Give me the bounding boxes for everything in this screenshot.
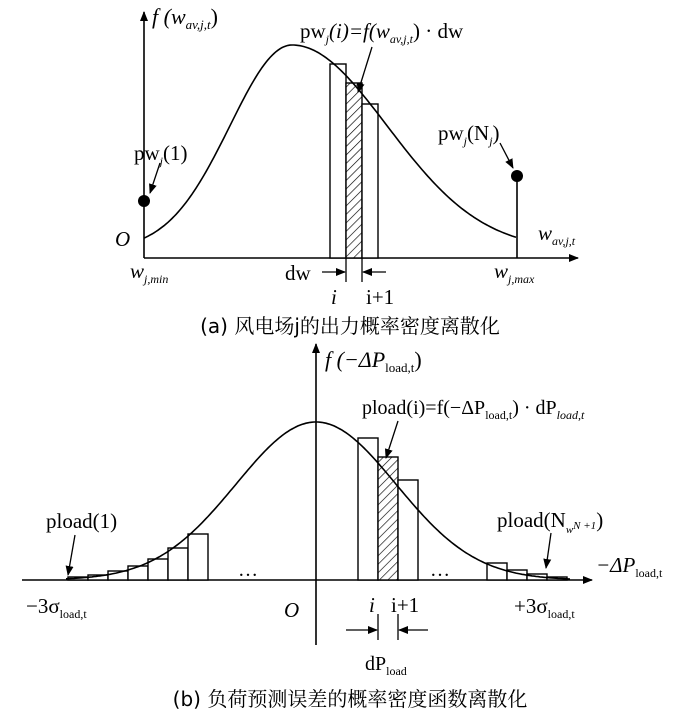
panel-b-arrow-ploadN	[546, 533, 551, 568]
panel-b-x-axis-label: $-\Delta P_{load,t}$	[596, 553, 663, 580]
panel-a-origin: O	[115, 227, 131, 251]
panel-a-arrow-formula	[358, 47, 372, 92]
panel-b-ploadN-label: $pload(N_wN +1)$	[497, 508, 604, 536]
panel-a-i-label: i	[331, 285, 337, 309]
panel-b-neg-sigma: $-3\sigma_{load,t}$	[26, 594, 87, 621]
panel-b-arrow-formula	[386, 421, 398, 458]
panel-a	[115, 4, 578, 338]
panel-a-pwN-label: $pw_j(N_j)$	[438, 121, 500, 148]
panel-b-arrow-pload1	[68, 535, 75, 575]
panel-a-bar-right	[362, 104, 378, 258]
panel-a-bar-hatched	[346, 83, 362, 258]
panel-b	[22, 344, 663, 711]
panel-b-y-axis-label: f $(-\Delta P_{load,t})$	[325, 347, 422, 375]
panel-a-x-axis-label: $w_{av,j,t}$	[538, 221, 576, 248]
panel-b-ellipsis-left: …	[238, 559, 258, 581]
panel-a-bar-left	[330, 64, 346, 258]
panel-a-pw1-label: $pw_j(1)$	[134, 141, 188, 168]
panel-b-pos-sigma: $+3\sigma_{load,t}$	[514, 594, 575, 621]
panel-a-wmin-label: $w_{j,min}$	[130, 259, 169, 286]
panel-b-origin: O	[284, 598, 300, 622]
panel-a-arrow-pwN	[500, 143, 513, 168]
panel-a-i1-label: i+1	[366, 285, 395, 309]
panel-a-point-pwN	[511, 170, 523, 182]
panel-a-caption: (a) 风电场j的出力概率密度离散化	[200, 314, 500, 338]
panel-b-bar	[168, 548, 188, 580]
panel-b-ellipsis-right: …	[430, 559, 450, 581]
panel-b-bar-right	[398, 480, 418, 580]
panel-a-arrow-pw1	[150, 163, 160, 193]
panel-a-dw-label: dw	[285, 261, 311, 285]
panel-a-wmax-label: $w_{j,max}$	[494, 259, 535, 286]
panel-a-y-axis-label: f $(w_{av,j,t})$	[152, 4, 218, 32]
panel-b-bar	[148, 559, 168, 580]
panel-b-bar	[128, 566, 148, 580]
panel-a-formula: $pw_j(i)=f(w_{av,j,t})$ · dw	[300, 19, 464, 46]
panel-b-caption: (b) 负荷预测误差的概率密度函数离散化	[172, 687, 528, 711]
panel-b-pdf-curve	[66, 422, 570, 579]
panel-b-i-label: i	[369, 593, 375, 617]
panel-b-left-bars	[68, 534, 208, 580]
panel-a-point-pw1	[138, 195, 150, 207]
panel-b-pload1-label: pload(1)	[46, 509, 118, 533]
panel-b-i1-label: i+1	[391, 593, 420, 617]
panel-b-bar	[188, 534, 208, 580]
panel-b-formula: $pload(i)=f(-\Delta P_{load,t}) \cdot dP_{load,t}$	[362, 397, 585, 422]
panel-b-dp-label: $dP_{load}$	[365, 653, 407, 678]
